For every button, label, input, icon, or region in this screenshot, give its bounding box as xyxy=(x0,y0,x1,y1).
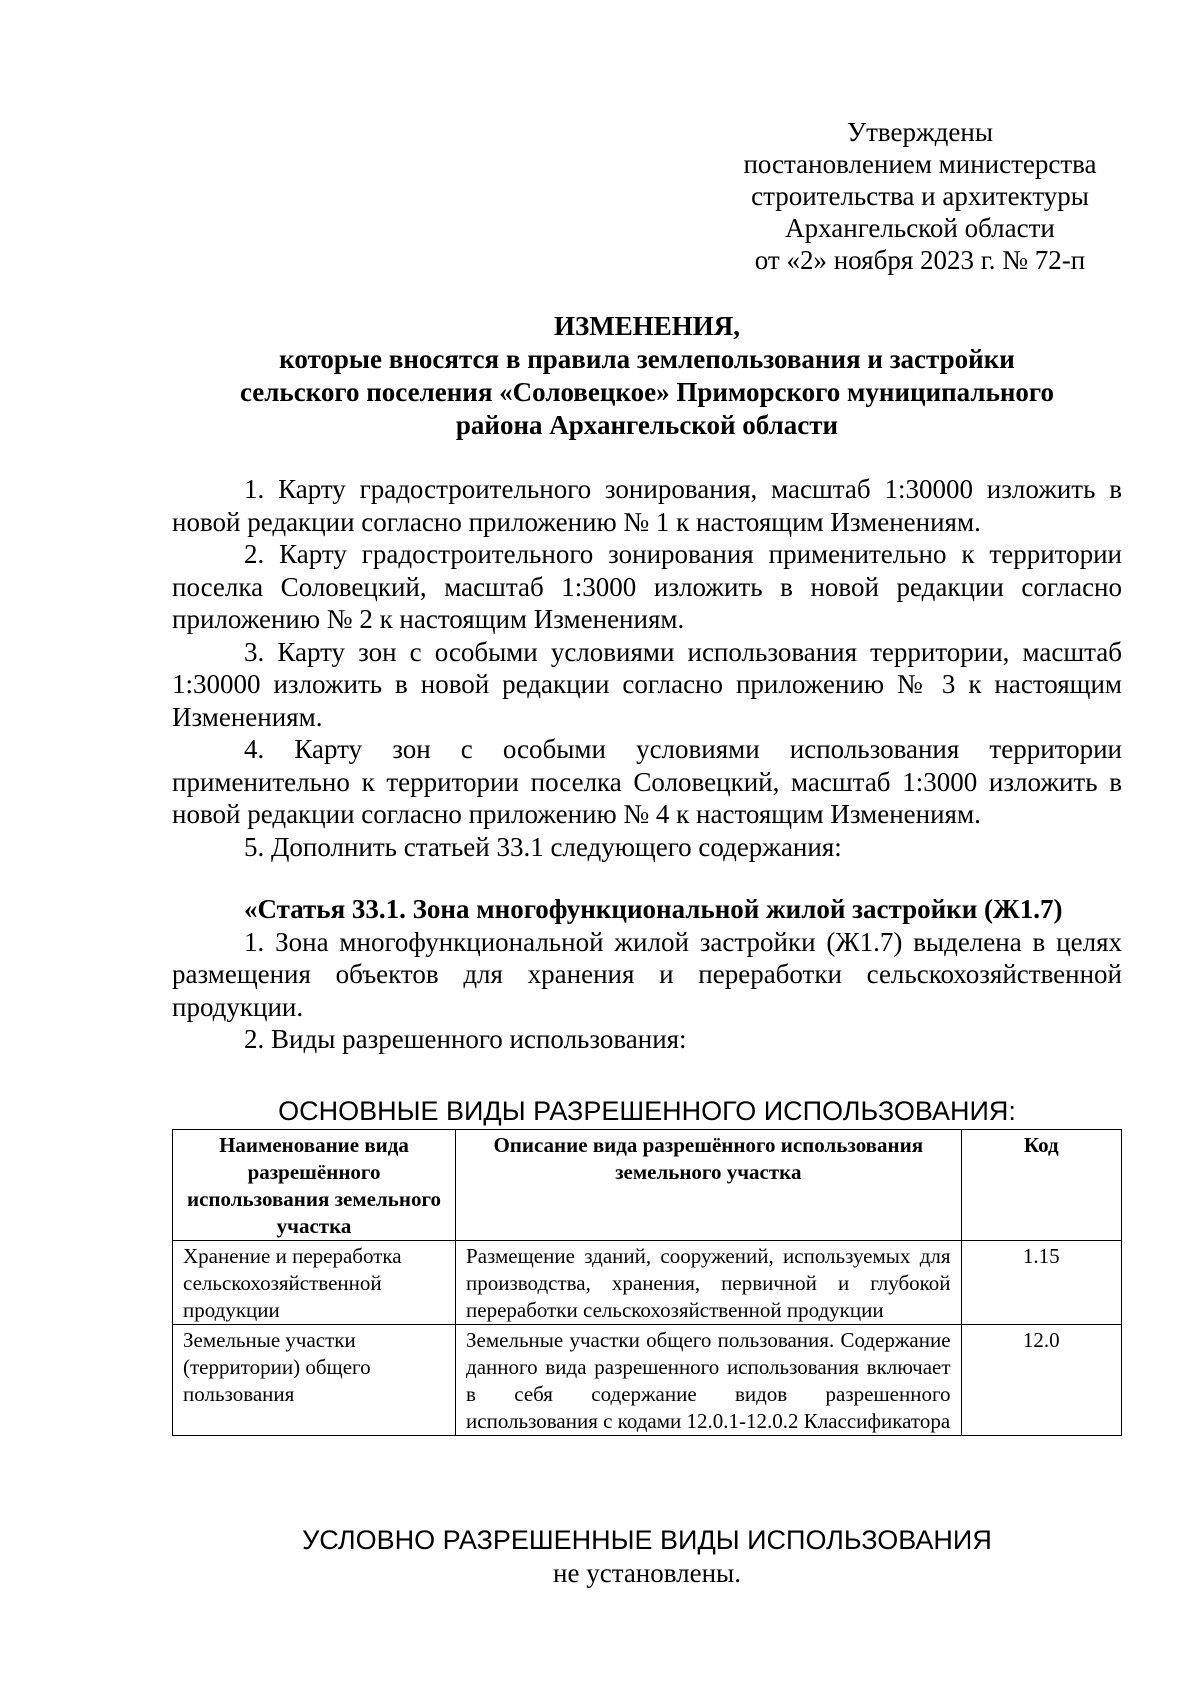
conditional-uses-heading: УСЛОВНО РАЗРЕШЕННЫЕ ВИДЫ ИСПОЛЬЗОВАНИЯ xyxy=(302,1525,992,1555)
conditional-uses-status: не установлены. xyxy=(553,1558,741,1588)
use-description: Размещение зданий, сооружений, используемых для производства, хранения, первичной и глубокой переработки сельскохозяйственной продукции xyxy=(456,1241,962,1325)
approval-stamp xyxy=(735,116,1105,276)
approval-line: строительства и архитектуры xyxy=(751,181,1089,211)
title-subtitle-line: которые вносятся в правила землепользования и застройки xyxy=(279,344,1015,374)
use-name: Земельные участки (территории) общего пользования xyxy=(173,1325,456,1436)
document-body xyxy=(172,473,1122,1056)
list-item: 1. Карту градостроительного зонирования, масштаб 1:30000 изложить в новой редакции согласно приложению № 1 к настоящим Изменениям. xyxy=(172,474,1122,537)
article-title: «Статья 33.1. Зона многофункциональной жилой застройки (Ж1.7) xyxy=(244,894,1063,924)
list-item: 2. Карту градостроительного зонирования применительно к территории поселка Соловецкий, масштаб 1:3000 изложить в новой редакции согласно приложению № 2 к настоящим Изменениям. xyxy=(172,539,1122,634)
approval-line: от «2» ноября 2023 г. № 72-п xyxy=(754,245,1086,275)
article-paragraph: 1. Зона многофункциональной жилой застройки (Ж1.7) выделена в целях размещения объектов для хранения и переработки сельскохозяйственной продукции. xyxy=(172,926,1122,1022)
table-row xyxy=(173,1325,1122,1436)
use-description: Земельные участки общего пользования. Содержание данного вида разрешенного использования включает в себя содержание видов разрешенного использования с кодами 12.0.1-12.0.2 Классификатора xyxy=(456,1325,962,1436)
list-item: 3. Карту зон с особыми условиями использования территории, масштаб 1:30000 изложить в новой редакции согласно приложению № 3 к настоящим Изменениям. xyxy=(172,636,1122,732)
table-header-row xyxy=(173,1130,1122,1241)
use-name: Хранение и переработка сельскохозяйственной продукции xyxy=(173,1241,456,1325)
column-header-code: Код xyxy=(961,1130,1121,1241)
title-subtitle-line: сельского поселения «Соловецкое» Приморского муниципального xyxy=(239,377,1054,407)
main-uses-heading: ОСНОВНЫЕ ВИДЫ РАЗРЕШЕННОГО ИСПОЛЬЗОВАНИЯ: xyxy=(278,1096,1016,1126)
document-title xyxy=(172,310,1122,442)
approval-line: Архангельской области xyxy=(785,213,1055,243)
main-uses-table xyxy=(172,1129,1122,1436)
column-header-name: Наименование вида разрешённого использования земельного участка xyxy=(173,1130,456,1241)
use-code: 12.0 xyxy=(961,1325,1121,1436)
column-header-description: Описание вида разрешённого использования земельного участка xyxy=(456,1130,962,1241)
approval-line: Утверждены xyxy=(847,117,993,147)
list-item: 5. Дополнить статьей 33.1 следующего содержания: xyxy=(244,831,842,862)
article-paragraph: 2. Виды разрешенного использования: xyxy=(244,1024,687,1054)
list-item: 4. Карту зон с особыми условиями использования территории применительно к территории поселка Соловецкий, масштаб 1:3000 изложить в новой редакции согласно приложению № 4 к настоящим Изменениям. xyxy=(172,734,1122,829)
use-code: 1.15 xyxy=(961,1241,1121,1325)
title-subtitle-line: района Архангельской области xyxy=(455,410,839,440)
table-row xyxy=(173,1241,1122,1325)
title-heading: ИЗМЕНЕНИЯ, xyxy=(553,311,740,341)
approval-line: постановлением министерства xyxy=(743,149,1097,179)
